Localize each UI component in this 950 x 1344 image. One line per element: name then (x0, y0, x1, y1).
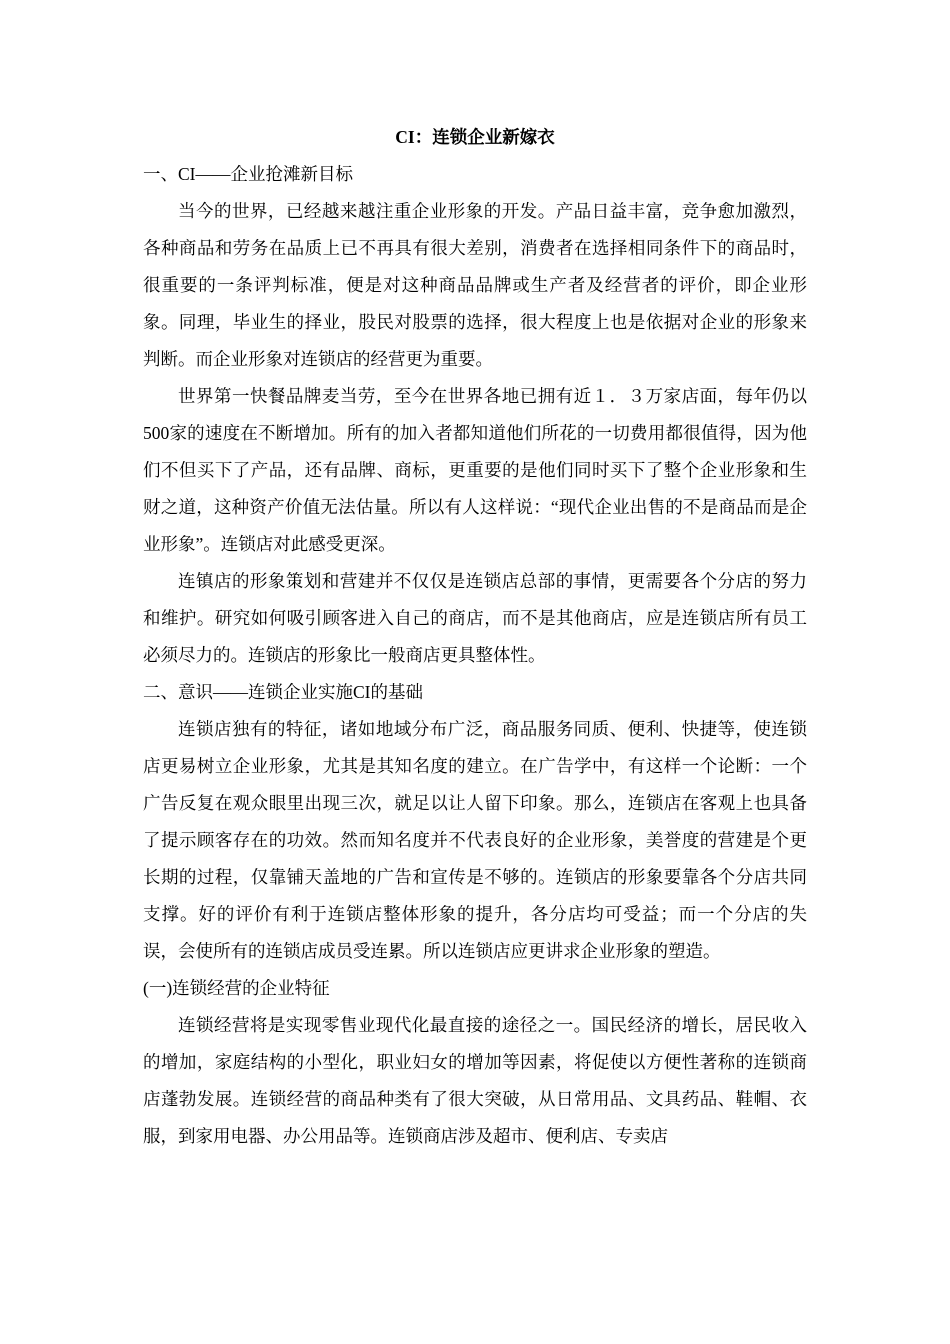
subsection-heading-1: (一)连锁经营的企业特征 (143, 978, 330, 998)
paragraph: 当今的世界，已经越来越注重企业形象的开发。产品日益丰富，竞争愈加激烈，各种商品和劳务在品质上已不再具有很大差别，消费者在选择相同条件下的商品时，很重要的一条评判标准，便是对这种商品品牌或生产者及经营者的评价，即企业形象。同理，毕业生的择业，股民对股票的选择，很大程度上也是依据对企业的形象来判断。而企业形象对连锁店的经营更为重要。 (143, 201, 807, 369)
document-page (143, 122, 807, 1155)
paragraph: 连锁店独有的特征，诸如地域分布广泛，商品服务同质、便利、快捷等，使连锁店更易树立企业形象，尤其是其知名度的建立。在广告学中，有这样一个论断：一个广告反复在观众眼里出现三次，就足以让人留下印象。那么，连锁店在客观上也具备了提示顾客存在的功效。然而知名度并不代表良好的企业形象，美誉度的营建是个更长期的过程，仅靠铺天盖地的广告和宣传是不够的。连锁店的形象要靠各个分店共同支撑。好的评价有利于连锁店整体形象的提升，各分店均可受益；而一个分店的失误，会使所有的连锁店成员受连累。所以连锁店应更讲求企业形象的塑造。 (143, 719, 807, 961)
paragraph: 连锁经营将是实现零售业现代化最直接的途径之一。国民经济的增长，居民收入的增加，家庭结构的小型化，职业妇女的增加等因素，将促使以方便性著称的连锁商店蓬勃发展。连锁经营的商品种类有了很大突破，从日常用品、文具药品、鞋帽、衣服，到家用电器、办公用品等。连锁商店涉及超市、便利店、专卖店 (143, 1015, 807, 1146)
section-heading-2: 二、意识——连锁企业实施CI的基础 (143, 682, 423, 702)
paragraph: 连镇店的形象策划和营建并不仅仅是连锁店总部的事情，更需要各个分店的努力和维护。研究如何吸引顾客进入自己的商店，而不是其他商店，应是连锁店所有员工必须尽力的。连锁店的形象比一般商店更具整体性。 (143, 571, 807, 665)
paragraph: 世界第一快餐品牌麦当劳，至今在世界各地已拥有近１．３万家店面，每年仍以500家的速度在不断增加。所有的加入者都知道他们所花的一切费用都很值得，因为他们不但买下了产品，还有品牌、商标，更重要的是他们同时买下了整个企业形象和生财之道，这种资产价值无法估量。所以有人这样说：“现代企业出售的不是商品而是企业形象”。连锁店对此感受更深。 (143, 386, 807, 554)
document-title: CI：连锁企业新嫁衣 (395, 127, 555, 147)
section-heading-1: 一、CI——企业抢滩新目标 (143, 164, 353, 184)
